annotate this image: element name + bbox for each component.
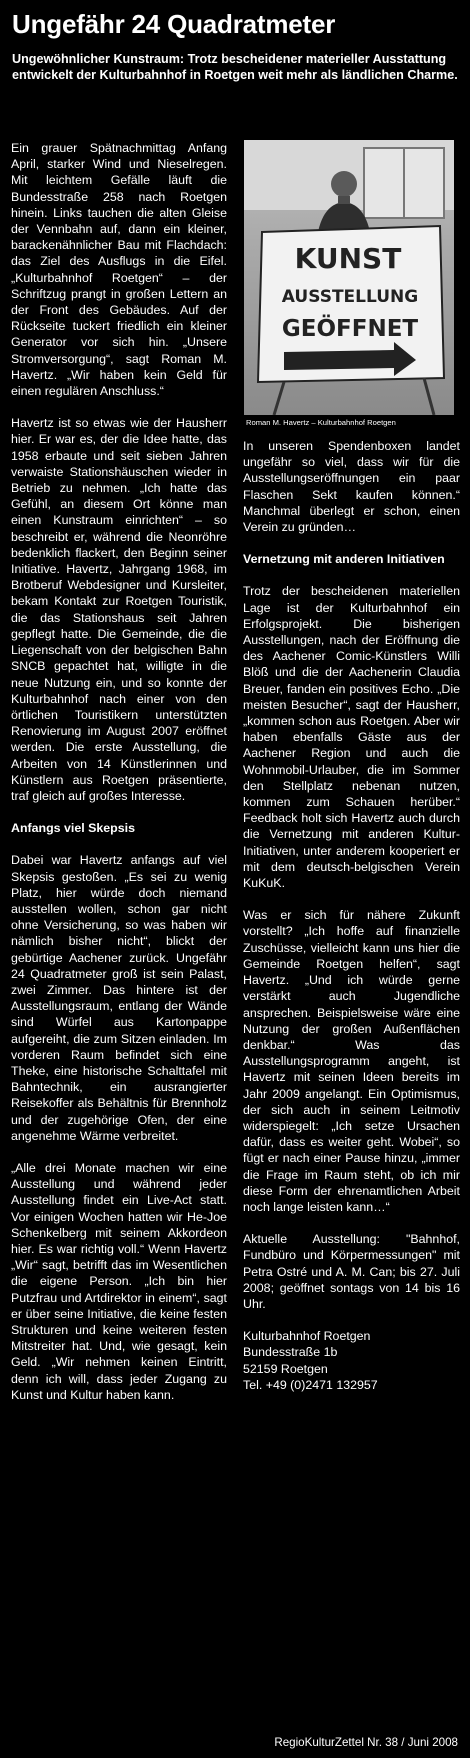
photo-caption: Roman M. Havertz – Kulturbahnhof Roetgen xyxy=(246,418,396,427)
paragraph-hausherr: Havertz ist so etwas wie der Hausherr hier. Er war es, der die Idee hatte, das 1958 erbaute und seit sieben Jahren verwaiste Stationshäuschen wieder in Betrieb zu nehmen. „Ich hatte das Gefühl, an diesem Ort könne man einen Kunstraum einrichten“ – so beschreibt er, während die Neonröhre bedenklich flackert, den Beginn seiner Initiative. Havertz, Jahrgang 1968, im Brotberuf Webdesigner und Kursleiter, bekam Kontakt zur Roetgen Touristik, die das Stationshaus seit Jahren gepflegt hatte. Die Gemeinde, die die Liegenschaft von der belgischen Bahn SNCB gepachtet hat, willigte in die neue Nutzung ein, und so konnte der Kulturbahnhof nach einer von den örtlichen Touristikern unterstützten Renovierung im August 2007 eröffnet werden. Die erste Ausstellung, die Arbeiten von 14 Künstlerinnen und Künstlern aus Roetgen präsentierte, traf gleich auf großes Interesse. xyxy=(11,416,227,803)
footer-issue: RegioKulturZettel Nr. 38 / Juni 2008 xyxy=(274,1736,458,1749)
paragraph-erfolgsprojekt: Trotz der bescheidenen materiellen Lage ist der Kulturbahnhof ein Erfolgsprojekt. Die bisherigen Ausstellungen, nach der Eröffnung die des Aachener Comic-Künstlers Willi Blöß und die der Aachenerin Claudia Breuer, fanden ein positives Echo. „Die meisten Besucher“, sagt der Hausherr, „kommen schon aus Roetgen. Aber wir haben ebenfalls Gäste aus der Aachener Region und auch die Wohnmobil-Urlauber, die im Sommer den Stellplatz nebenan nutzen, kommen zum Schauen herüber.“ Feedback holt sich Havertz auch durch die Vernetzung mit anderen Kultur-Initiativen, unter anderem kooperiert er mit dem deutsch-belgischen Verein KuKuK. xyxy=(243,584,460,891)
sign-line-2: AUSSTELLUNG xyxy=(281,287,419,307)
sign-line-1: KUNST xyxy=(294,242,402,275)
subheading-vernetzung: Vernetzung mit anderen Initiativen xyxy=(243,552,445,567)
paragraph-spendenboxen: In unseren Spendenboxen landet ungefähr so viel, dass wir für die Ausstellungseröffnungen ein paar Flaschen Sekt kaufen können.“ Manchmal überlegt er schon, einen Verein zu gründen… xyxy=(243,439,460,535)
article-lead: Ungewöhnlicher Kunstraum: Trotz bescheidener materieller Ausstattung entwickelt der Kulturbahnhof in Roetgen weit mehr als ländlichen Charme. xyxy=(12,52,458,83)
paragraph-ausstellung: „Alle drei Monate machen wir eine Ausstellung und während jeder Ausstellung findet ein Live-Act statt. Vor einigen Wochen hatten wir He-Joe Schenkelberg mit seinem Akkordeon hier. Es war richtig voll.“ Wenn Havertz „Wir“ sagt, betrifft das im Wesentlichen die eigene Person. „Ich bin hier Putzfrau und Artdirektor in einem“, sagt er über seine Initiative, die keine festen Strukturen und keine weiteren festen Mitstreiter hat. Und, wie gesagt, kein Geld. „Wir nehmen keinen Eintritt, denn ich will, dass jeder Zugang zu Kunst und Kultur haben kann. xyxy=(11,1160,227,1402)
paragraph-aktuelle-ausstellung: Aktuelle Ausstellung: "Bahnhof, Fundbüro und Körpermessungen" mit Petra Ostré und A. M. Can; bis 27. Juli 2008; geöffnet sontags von 14 bis 16 Uhr. xyxy=(243,1232,460,1311)
address-city: 52159 Roetgen xyxy=(243,1361,328,1376)
paragraph-skepsis: Dabei war Havertz anfangs auf viel Skepsis gestoßen. „Es sei zu wenig Platz, hier würde doch niemand ausstellen wollen, schon gar nicht ohne Versicherung, so was haben wir nämlich bisher nicht“, blickt der gebürtige Aachener zurück. Ungefähr 24 Quadratmeter groß ist sein Palast, zwei Zimmer. Das hintere ist der Ausstellungsraum, entlang der Wände sind Würfel aus Kartonpappe aufgereiht, die zum Sitzen einladen. Im vorderen Raum befindet sich eine Theke, eine historische Schalttafel mit Bahntechnik, ein ausrangierter Reisekoffer als Behältnis für Brennholz und der zugehörige Ofen, der eine angenehme Wärme verbreitet. xyxy=(11,853,227,1143)
photo-kunst-sign xyxy=(244,140,454,415)
sign-line-3: GEÖFFNET xyxy=(281,316,419,342)
address-street: Bundesstraße 1b xyxy=(243,1345,338,1360)
address-phone: Tel. +49 (0)2471 132957 xyxy=(243,1377,378,1392)
address-name: Kulturbahnhof Roetgen xyxy=(243,1329,371,1344)
right-column xyxy=(243,140,460,1393)
article-title: Ungefähr 24 Quadratmeter xyxy=(12,9,336,39)
paragraph-zukunft: Was er sich für nähere Zukunft vorstellt? „Ich hoffe auf finanzielle Zuschüsse, vielleicht kann uns hier die Gemeinde Roetgen helfen“, sagt Havertz. „Und ich würde gerne verstärkt auch Jugendliche ansprechen. Beispielsweise wäre eine Nutzung der großen Außenflächen denkbar.“ Was das Ausstellungsprogramm angeht, ist Havertz mit seinen Ideen bereits im Jahr 2009 angelangt. Ein Optimismus, der sich auch in seinem Leitmotiv widerspiegelt: „Ich setze Ursachen dafür, dass es weiter geht. Wobei“, so fügt er nach einer Pause hinzu, „immer die Frage im Raum steht, ob ich mir diese Form der ehrenamtlichen Arbeit noch lange leisten kann…“ xyxy=(243,908,460,1214)
article-photo xyxy=(244,140,454,427)
subheading-skepsis: Anfangs viel Skepsis xyxy=(11,821,135,836)
left-column xyxy=(11,140,227,1403)
paragraph-intro: Ein grauer Spätnachmittag Anfang April, starker Wind und Nieselregen. Mit leichtem Gefälle läuft die Bundesstraße 258 nach Roetgen hinein. Links tauchen die alten Gleise der Vennbahn auf, dann ein kleiner, barackenähnlicher Bau mit Flachdach: das Ziel des Ausflugs in die Eifel. „Kulturbahnhof Roetgen“ – der Schriftzug prangt in großen Lettern an der Front des Gebäudes. Auf der Rückseite tuckert friedlich ein kleiner Generator vor sich hin. „Unsere Stromversorgung“, sagt Roman M. Havertz. „Wir haben kein Geld für einen regulären Anschluss.“ xyxy=(11,141,227,399)
